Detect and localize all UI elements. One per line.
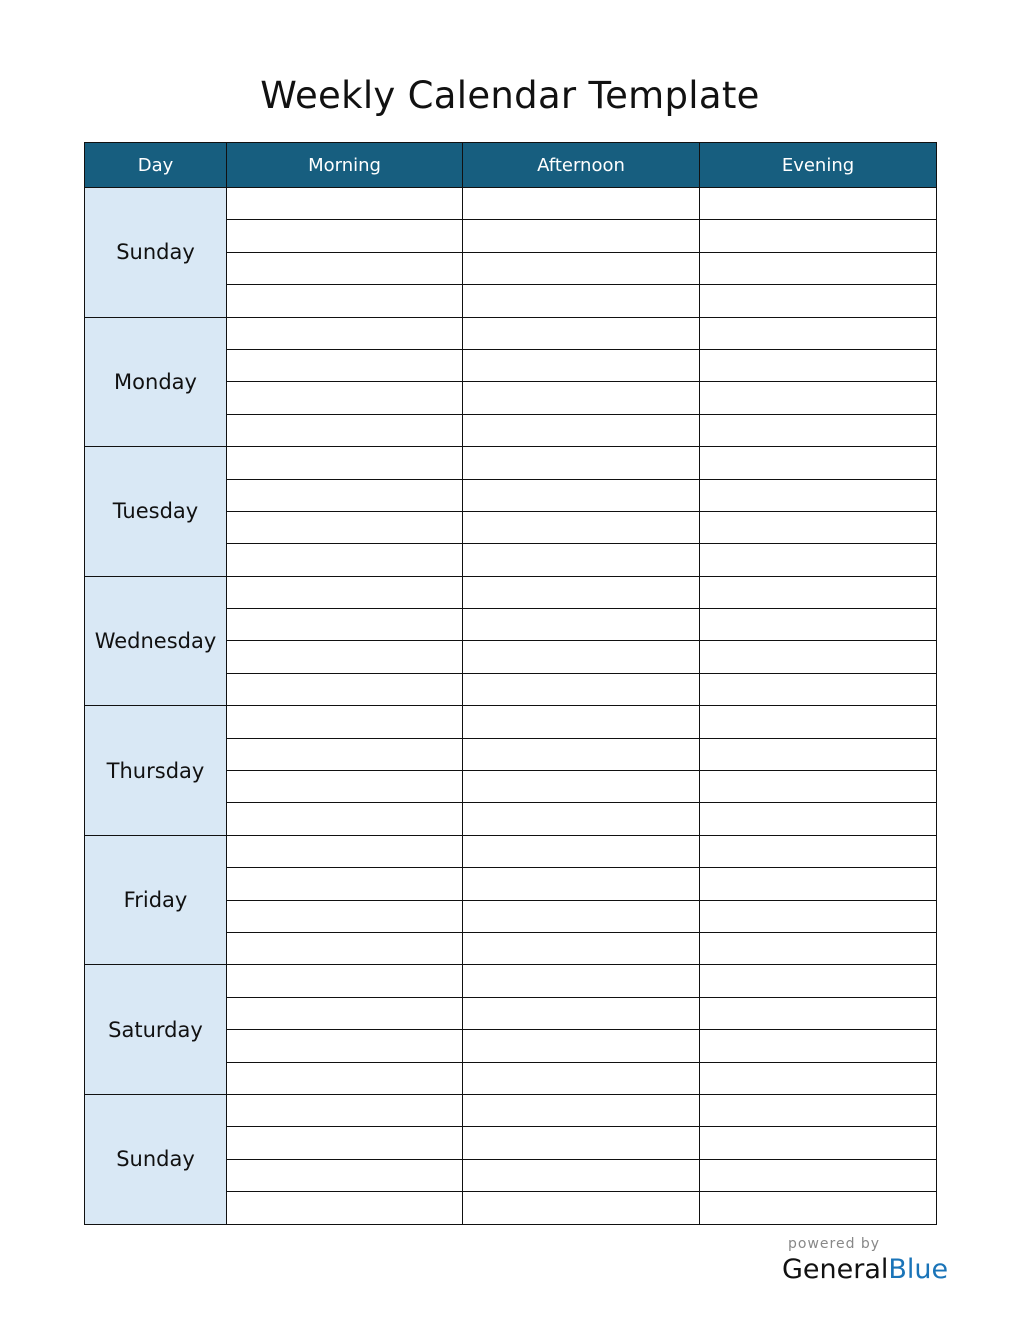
evening-cell[interactable] xyxy=(700,317,937,349)
evening-cell[interactable] xyxy=(700,382,937,414)
afternoon-cell[interactable] xyxy=(463,1192,700,1224)
evening-cell[interactable] xyxy=(700,1127,937,1159)
evening-cell[interactable] xyxy=(700,1062,937,1094)
afternoon-cell[interactable] xyxy=(463,706,700,738)
afternoon-cell[interactable] xyxy=(463,932,700,964)
evening-cell[interactable] xyxy=(700,479,937,511)
afternoon-cell[interactable] xyxy=(463,479,700,511)
morning-cell[interactable] xyxy=(227,932,463,964)
evening-cell[interactable] xyxy=(700,349,937,381)
afternoon-cell[interactable] xyxy=(463,803,700,835)
afternoon-cell[interactable] xyxy=(463,1159,700,1191)
day-label: Saturday xyxy=(85,965,227,1095)
morning-cell[interactable] xyxy=(227,1094,463,1126)
evening-cell[interactable] xyxy=(700,609,937,641)
morning-cell[interactable] xyxy=(227,317,463,349)
afternoon-cell[interactable] xyxy=(463,771,700,803)
table-row xyxy=(85,1094,937,1126)
morning-cell[interactable] xyxy=(227,900,463,932)
afternoon-cell[interactable] xyxy=(463,868,700,900)
afternoon-cell[interactable] xyxy=(463,738,700,770)
afternoon-cell[interactable] xyxy=(463,641,700,673)
day-label: Monday xyxy=(85,317,227,447)
morning-cell[interactable] xyxy=(227,965,463,997)
afternoon-cell[interactable] xyxy=(463,544,700,576)
afternoon-cell[interactable] xyxy=(463,414,700,446)
header-day: Day xyxy=(85,143,227,188)
evening-cell[interactable] xyxy=(700,414,937,446)
table-row xyxy=(85,576,937,608)
evening-cell[interactable] xyxy=(700,220,937,252)
morning-cell[interactable] xyxy=(227,771,463,803)
morning-cell[interactable] xyxy=(227,1030,463,1062)
afternoon-cell[interactable] xyxy=(463,900,700,932)
day-label: Sunday xyxy=(85,188,227,318)
day-label: Tuesday xyxy=(85,447,227,577)
evening-cell[interactable] xyxy=(700,706,937,738)
afternoon-cell[interactable] xyxy=(463,1094,700,1126)
evening-cell[interactable] xyxy=(700,868,937,900)
morning-cell[interactable] xyxy=(227,673,463,705)
morning-cell[interactable] xyxy=(227,511,463,543)
evening-cell[interactable] xyxy=(700,900,937,932)
evening-cell[interactable] xyxy=(700,641,937,673)
weekly-calendar-table xyxy=(84,142,937,1225)
powered-by-text: powered by xyxy=(788,1236,881,1252)
morning-cell[interactable] xyxy=(227,1192,463,1224)
evening-cell[interactable] xyxy=(700,544,937,576)
afternoon-cell[interactable] xyxy=(463,1127,700,1159)
evening-cell[interactable] xyxy=(700,673,937,705)
morning-cell[interactable] xyxy=(227,544,463,576)
page-title: Weekly Calendar Template xyxy=(260,74,760,117)
morning-cell[interactable] xyxy=(227,1159,463,1191)
afternoon-cell[interactable] xyxy=(463,252,700,284)
morning-cell[interactable] xyxy=(227,252,463,284)
afternoon-cell[interactable] xyxy=(463,997,700,1029)
header-afternoon: Afternoon xyxy=(463,143,700,188)
table-row xyxy=(85,706,937,738)
afternoon-cell[interactable] xyxy=(463,835,700,867)
morning-cell[interactable] xyxy=(227,220,463,252)
table-row xyxy=(85,965,937,997)
table-row xyxy=(85,188,937,220)
morning-cell[interactable] xyxy=(227,738,463,770)
morning-cell[interactable] xyxy=(227,868,463,900)
afternoon-cell[interactable] xyxy=(463,965,700,997)
morning-cell[interactable] xyxy=(227,803,463,835)
morning-cell[interactable] xyxy=(227,285,463,317)
generalblue-logo xyxy=(782,1254,948,1285)
afternoon-cell[interactable] xyxy=(463,317,700,349)
afternoon-cell[interactable] xyxy=(463,447,700,479)
afternoon-cell[interactable] xyxy=(463,188,700,220)
evening-cell[interactable] xyxy=(700,771,937,803)
header-morning: Morning xyxy=(227,143,463,188)
evening-cell[interactable] xyxy=(700,965,937,997)
afternoon-cell[interactable] xyxy=(463,220,700,252)
evening-cell[interactable] xyxy=(700,1159,937,1191)
afternoon-cell[interactable] xyxy=(463,285,700,317)
afternoon-cell[interactable] xyxy=(463,1030,700,1062)
morning-cell[interactable] xyxy=(227,835,463,867)
evening-cell[interactable] xyxy=(700,188,937,220)
day-label: Thursday xyxy=(85,706,227,836)
afternoon-cell[interactable] xyxy=(463,511,700,543)
evening-cell[interactable] xyxy=(700,576,937,608)
morning-cell[interactable] xyxy=(227,479,463,511)
afternoon-cell[interactable] xyxy=(463,382,700,414)
morning-cell[interactable] xyxy=(227,1062,463,1094)
day-label: Friday xyxy=(85,835,227,965)
header-row xyxy=(85,143,937,188)
evening-cell[interactable] xyxy=(700,1030,937,1062)
evening-cell[interactable] xyxy=(700,285,937,317)
afternoon-cell[interactable] xyxy=(463,609,700,641)
calendar-body xyxy=(85,188,937,1225)
table-row xyxy=(85,835,937,867)
logo-general: General xyxy=(782,1254,889,1285)
table-row xyxy=(85,447,937,479)
day-label: Sunday xyxy=(85,1094,227,1224)
evening-cell[interactable] xyxy=(700,932,937,964)
evening-cell[interactable] xyxy=(700,1192,937,1224)
morning-cell[interactable] xyxy=(227,706,463,738)
evening-cell[interactable] xyxy=(700,835,937,867)
logo-blue: Blue xyxy=(888,1254,949,1285)
morning-cell[interactable] xyxy=(227,414,463,446)
morning-cell[interactable] xyxy=(227,349,463,381)
evening-cell[interactable] xyxy=(700,803,937,835)
morning-cell[interactable] xyxy=(227,997,463,1029)
evening-cell[interactable] xyxy=(700,1094,937,1126)
morning-cell[interactable] xyxy=(227,382,463,414)
evening-cell[interactable] xyxy=(700,252,937,284)
evening-cell[interactable] xyxy=(700,738,937,770)
morning-cell[interactable] xyxy=(227,576,463,608)
morning-cell[interactable] xyxy=(227,1127,463,1159)
morning-cell[interactable] xyxy=(227,609,463,641)
evening-cell[interactable] xyxy=(700,447,937,479)
afternoon-cell[interactable] xyxy=(463,576,700,608)
afternoon-cell[interactable] xyxy=(463,349,700,381)
afternoon-cell[interactable] xyxy=(463,1062,700,1094)
morning-cell[interactable] xyxy=(227,188,463,220)
header-evening: Evening xyxy=(700,143,937,188)
morning-cell[interactable] xyxy=(227,641,463,673)
morning-cell[interactable] xyxy=(227,447,463,479)
evening-cell[interactable] xyxy=(700,511,937,543)
table-row xyxy=(85,317,937,349)
evening-cell[interactable] xyxy=(700,997,937,1029)
day-label: Wednesday xyxy=(85,576,227,706)
afternoon-cell[interactable] xyxy=(463,673,700,705)
